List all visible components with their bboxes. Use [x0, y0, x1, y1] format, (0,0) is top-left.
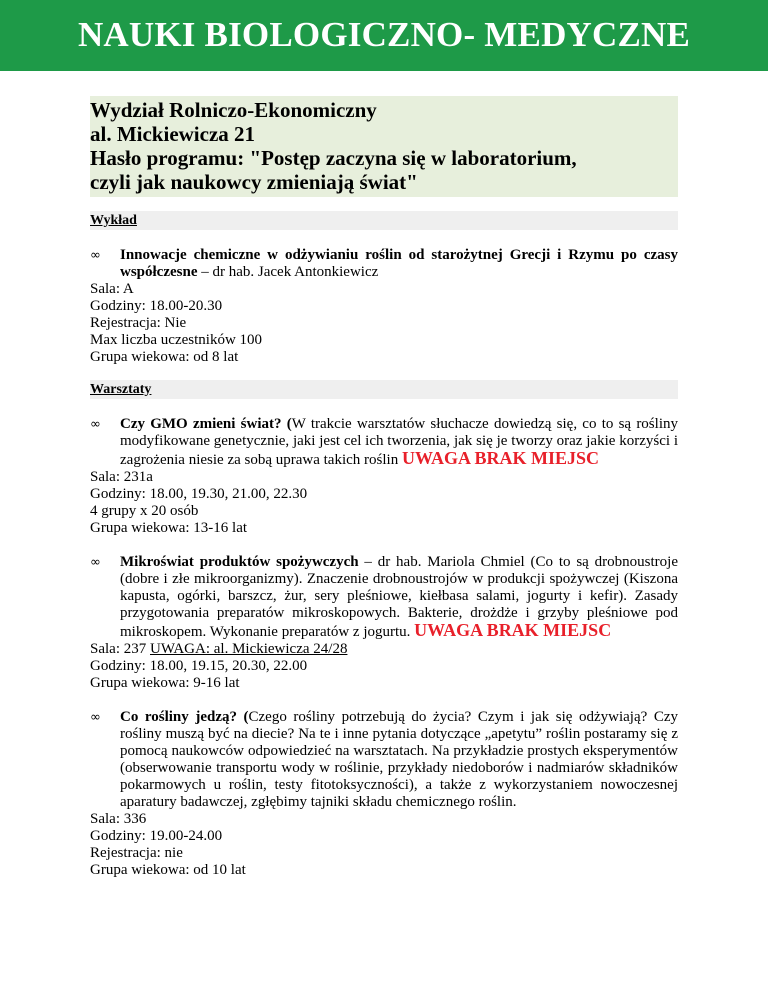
workshop-gmo: [90, 416, 678, 469]
workshop-microworld-description: – dr hab. Mariola Chmiel (Co to są drobnoustroje (dobre i złe mikroorganizmy). Znaczenie drobnoustrojów w produkcji spożywczej (Kiszona kapusta, ogórki, barszcz, żur, sery pleśniowe, kiełbasa salami, jogurty i kefir). Zasady przygotowania preparatów mikroskopowych. Bakterie, drożdże i grzyby pleśniowe pod mikroskopem. Wykonanie preparatów z jogurtu.: [120, 554, 678, 640]
workshop-plants-registration: Rejestracja: nie: [90, 845, 183, 861]
workshop-microworld-title: Mikroświat produktów spożywczych: [120, 554, 359, 570]
faculty-header: [90, 96, 678, 197]
workshop-microworld-room-line: [90, 641, 678, 658]
workshop-plants-room: Sala: 336: [90, 811, 147, 827]
program-motto-line2: czyli jak naukowcy zmieniają świat": [90, 170, 418, 194]
lecture-registration: Rejestracja: Nie: [90, 315, 187, 331]
infinity-bullet-icon: ∞: [90, 248, 101, 263]
workshop-gmo-room: Sala: 231a: [90, 469, 153, 485]
lecture-item: [90, 247, 678, 281]
document-body: [90, 96, 678, 879]
workshop-gmo-hours: Godziny: 18.00, 19.30, 21.00, 22.30: [90, 486, 308, 502]
lecture-max-participants: Max liczba uczestników 100: [90, 332, 263, 348]
section-workshops-label: Warsztaty: [90, 380, 678, 399]
workshop-microworld: [90, 554, 678, 641]
lecture-hours: Godziny: 18.00-20.30: [90, 298, 223, 314]
workshop-microworld-room: Sala: 237: [90, 641, 150, 657]
workshop-gmo-description: W trakcie warsztatów słuchacze dowiedzą się, co to są rośliny modyfikowane genetycznie, jaki jest cel ich tworzenia, jak się je tworzy oraz jakie korzyści i zagrożenia niesie za sobą uprawa takich roślin: [120, 416, 678, 468]
section-lecture-label: Wykład: [90, 211, 678, 230]
workshop-plants-food: [90, 709, 678, 811]
lecture-author: – dr hab. Jacek Antonkiewicz: [197, 264, 379, 280]
workshop-plants-age-group: Grupa wiekowa: od 10 lat: [90, 862, 246, 878]
workshop-gmo-warning: UWAGA BRAK MIEJSC: [401, 448, 599, 468]
page-banner: [0, 0, 768, 71]
infinity-bullet-icon: ∞: [90, 710, 101, 725]
workshop-microworld-age-group: Grupa wiekowa: 9-16 lat: [90, 675, 240, 691]
lecture-title: Innowacje chemiczne w odżywianiu roślin od starożytnej Grecji i Rzymu po czasy współczesne: [120, 247, 678, 280]
faculty-address: al. Mickiewicza 21: [90, 122, 256, 146]
workshop-plants-description: Czego rośliny potrzebują do życia? Czym i jak się odżywiają? Czy rośliny muszą być na diecie? Na te i inne pytania dotyczące „apetytu” roślin postaramy się z pomocą naukowców odpowiedzieć na warsztatach. Na przykładzie prostych eksperymentów (obserwowanie transportu wody w roślinie, przykłady niedoborów i nadmiarów składników pokarmowych u roślin, testy fitotoksyczności), a także z wykorzystaniem nowoczesnej aparatury badawczej, zgłębimy tajniki składu chemicznego roślin.: [120, 709, 678, 810]
banner-title: NAUKI BIOLOGICZNO- MEDYCZNE: [77, 15, 691, 54]
workshop-gmo-age-group: Grupa wiekowa: 13-16 lat: [90, 520, 248, 536]
workshop-gmo-groups: 4 grupy x 20 osób: [90, 503, 199, 519]
infinity-bullet-icon: ∞: [90, 417, 101, 432]
infinity-bullet-icon: ∞: [90, 555, 101, 570]
faculty-name: Wydział Rolniczo-Ekonomiczny: [90, 98, 377, 122]
workshop-microworld-hours: Godziny: 18.00, 19.15, 20.30, 22.00: [90, 658, 308, 674]
workshop-plants-title: Co rośliny jedzą? (: [120, 709, 249, 725]
lecture-age-group: Grupa wiekowa: od 8 lat: [90, 349, 239, 365]
workshop-microworld-warning: UWAGA BRAK MIEJSC: [414, 620, 612, 640]
lecture-room: Sala: A: [90, 281, 134, 297]
workshop-microworld-room-note: UWAGA: al. Mickiewicza 24/28: [150, 641, 348, 657]
program-motto-line1: Hasło programu: "Postęp zaczyna się w laboratorium,: [90, 146, 577, 170]
workshop-plants-hours: Godziny: 19.00-24.00: [90, 828, 223, 844]
workshop-gmo-title: Czy GMO zmieni świat? (: [120, 416, 292, 432]
